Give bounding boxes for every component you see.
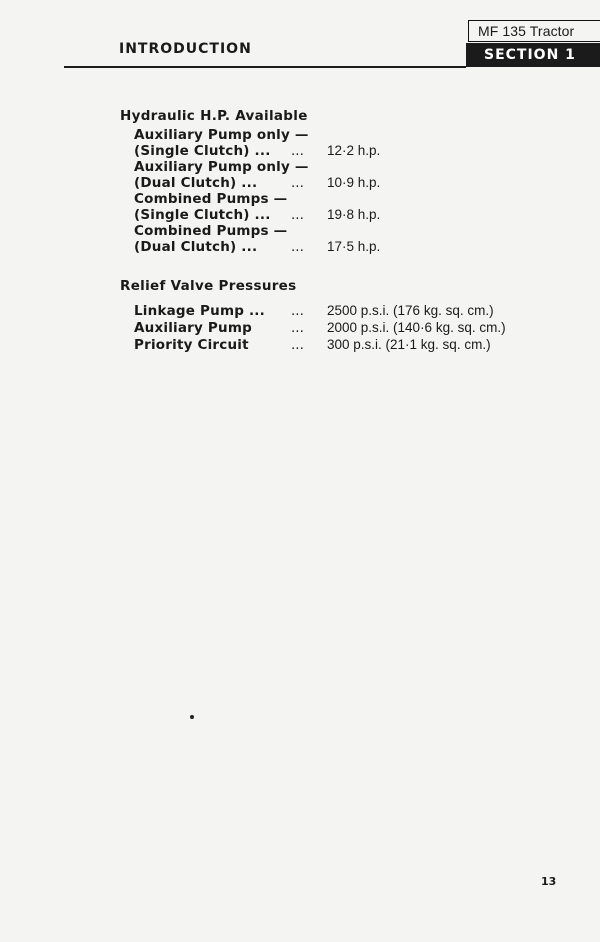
spec-row <box>0 207 600 223</box>
page-number: 13 <box>541 875 557 888</box>
leader-dots: ... <box>291 175 304 191</box>
spec-row <box>0 337 600 353</box>
spec-value: 12·2 h.p. <box>327 143 381 158</box>
spec-value: 17·5 h.p. <box>327 239 381 254</box>
spec-value: 300 p.s.i. (21·1 kg. sq. cm.) <box>327 337 491 352</box>
spec-row <box>0 320 600 336</box>
spec-value: 10·9 h.p. <box>327 175 381 190</box>
publication-title: MF 135 Tractor <box>468 20 600 42</box>
spec-value: 19·8 h.p. <box>327 207 381 222</box>
spec-row <box>0 143 600 159</box>
spec-label: (Single Clutch) ... <box>134 143 271 159</box>
chapter-heading: INTRODUCTION <box>119 41 252 57</box>
leader-dots: ... <box>291 337 304 353</box>
leader-dots: ... <box>291 143 304 159</box>
leader-dots: ... <box>291 320 304 336</box>
spec-value: 2500 p.s.i. (176 kg. sq. cm.) <box>327 303 494 318</box>
leader-dots: ... <box>291 239 304 255</box>
header-rule <box>64 66 466 68</box>
spec-label: Combined Pumps — <box>134 223 288 239</box>
spec-label: Auxiliary Pump only — <box>134 159 309 175</box>
spec-value: 2000 p.s.i. (140·6 kg. sq. cm.) <box>327 320 506 335</box>
spec-label: Priority Circuit <box>134 337 249 353</box>
spec-label: (Single Clutch) ... <box>134 207 271 223</box>
spec-label: (Dual Clutch) ... <box>134 175 258 191</box>
spec-row <box>0 191 600 207</box>
spec-row <box>0 159 600 175</box>
spec-label: Auxiliary Pump <box>134 320 252 336</box>
leader-dots: ... <box>291 207 304 223</box>
spec-row <box>0 175 600 191</box>
spec-label: Linkage Pump ... <box>134 303 265 319</box>
spec-row <box>0 223 600 239</box>
section-label: SECTION 1 <box>466 43 600 67</box>
spec-row <box>0 303 600 319</box>
relief-valve-heading: Relief Valve Pressures <box>120 278 297 294</box>
hydraulic-hp-heading: Hydraulic H.P. Available <box>120 108 308 124</box>
leader-dots: ... <box>291 303 304 319</box>
spec-label: (Dual Clutch) ... <box>134 239 258 255</box>
spec-row <box>0 127 600 143</box>
ink-speck <box>190 715 194 719</box>
spec-label: Auxiliary Pump only — <box>134 127 309 143</box>
spec-row <box>0 239 600 255</box>
spec-label: Combined Pumps — <box>134 191 288 207</box>
